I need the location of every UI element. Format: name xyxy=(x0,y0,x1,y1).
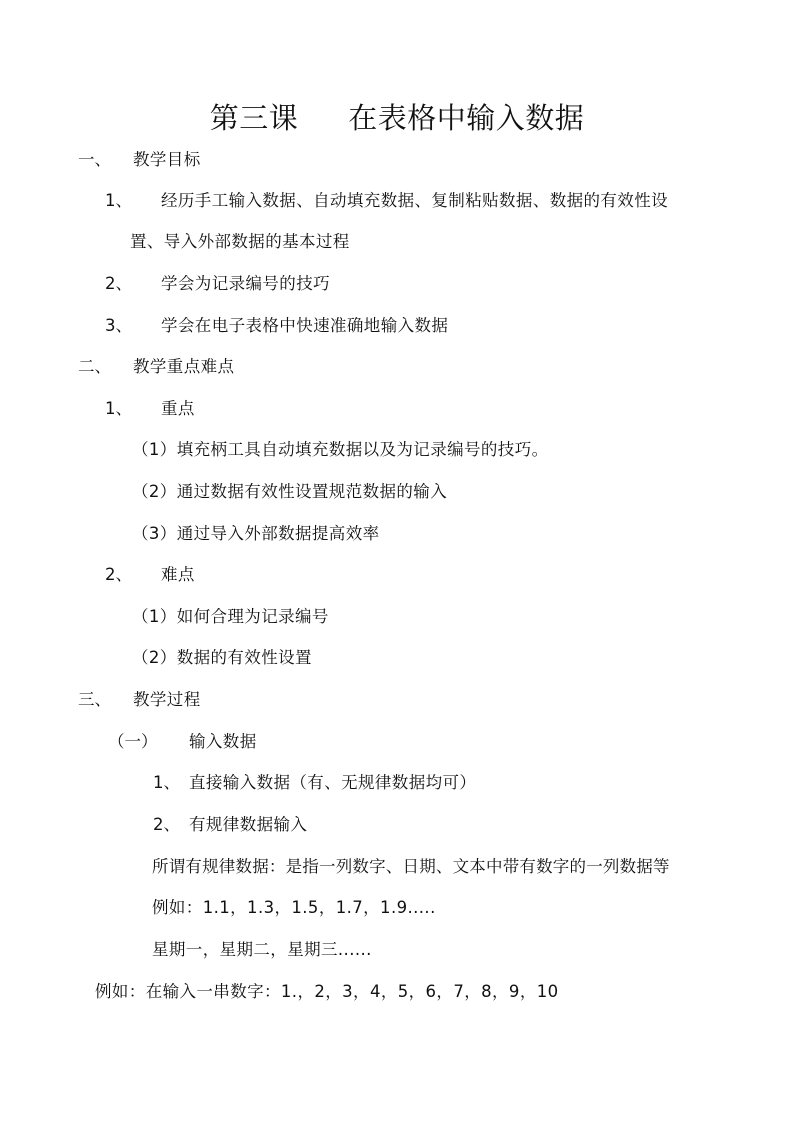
section-3-marker: 三、 xyxy=(78,690,111,709)
s1-item-2-text: 学会为记录编号的技巧 xyxy=(161,274,330,293)
s2-item-2-sub-2: （2）数据的有效性设置 xyxy=(132,648,312,667)
s2-item-1-sub-3: （3）通过导入外部数据提高效率 xyxy=(132,524,380,543)
s2-item-2-sub-1: （1）如何合理为记录编号 xyxy=(132,607,329,626)
s3-paragraph-4: 例如：在输入一串数字：1.，2，3，4，5，6，7，8，9，10 xyxy=(95,982,559,1001)
s3-part-1-heading: 输入数据 xyxy=(189,732,257,751)
s2-item-1-marker: 1、 xyxy=(105,399,132,418)
s3-paragraph-3: 星期一，星期二，星期三...... xyxy=(152,940,372,959)
page-title xyxy=(0,100,794,136)
section-1-heading: 教学目标 xyxy=(133,150,201,169)
section-2-marker: 二、 xyxy=(78,357,111,376)
s3-item-2-text: 有规律数据输入 xyxy=(189,815,308,834)
s1-item-1-marker: 1、 xyxy=(105,191,132,210)
s1-item-2-marker: 2、 xyxy=(105,274,132,293)
s2-item-1-sub-1: （1）填充柄工具自动填充数据以及为记录编号的技巧。 xyxy=(132,440,549,459)
s3-paragraph-1: 所谓有规律数据：是指一列数字、日期、文本中带有数字的一列数据等 xyxy=(152,857,670,876)
s1-item-3-text: 学会在电子表格中快速准确地输入数据 xyxy=(161,316,449,335)
s1-item-3-marker: 3、 xyxy=(105,316,132,335)
s3-item-1-marker: 1、 xyxy=(153,773,180,792)
section-2-heading: 教学重点难点 xyxy=(133,357,235,376)
title-lesson: 第三课 xyxy=(209,101,299,135)
s2-item-1-text: 重点 xyxy=(161,399,195,418)
section-1-marker: 一、 xyxy=(78,150,111,169)
s1-item-1-text-line2: 置、导入外部数据的基本过程 xyxy=(130,232,350,251)
s3-item-2-marker: 2、 xyxy=(153,815,180,834)
s2-item-1-sub-2: （2）通过数据有效性设置规范数据的输入 xyxy=(132,482,448,501)
title-topic: 在表格中输入数据 xyxy=(348,101,585,135)
s2-item-2-text: 难点 xyxy=(161,565,195,584)
s3-part-1-marker: （一） xyxy=(108,732,158,751)
s2-item-2-marker: 2、 xyxy=(105,565,132,584)
s1-item-1-text-line1: 经历手工输入数据、自动填充数据、复制粘贴数据、数据的有效性设 xyxy=(161,191,668,210)
s3-item-1-text: 直接输入数据（有、无规律数据均可） xyxy=(189,773,477,792)
s3-paragraph-2: 例如：1.1，1.3，1.5，1.7，1.9..... xyxy=(152,898,436,917)
section-3-heading: 教学过程 xyxy=(133,690,201,709)
